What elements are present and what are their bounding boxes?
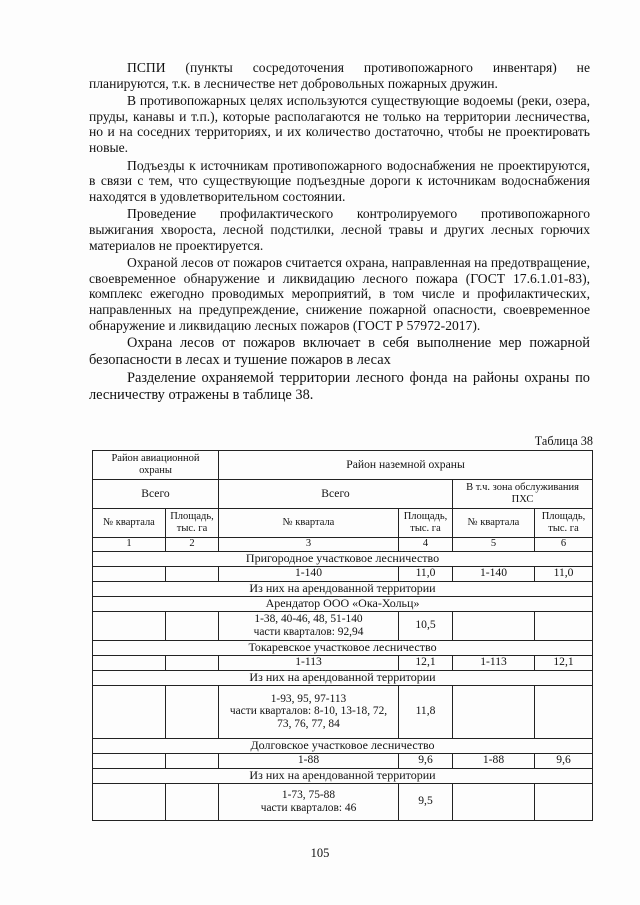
page-number: 105 [310,846,330,860]
section-row [93,738,593,753]
header-pxs-zone: В т.ч. зона обслуживания ПХС [453,480,593,509]
empty-cell [453,685,535,738]
header-area: Площадь, тыс. га [535,509,593,538]
rented-quarters-line: 1-93, 95, 97-113 [270,692,347,705]
empty-cell [166,611,219,640]
rented-quarters-line: части кварталов: 92,94 [253,625,364,638]
header-quarter: № квартала [219,509,399,538]
tenant-label: Арендатор ООО «Ока-Хольц» [93,596,593,611]
section-name: Токаревское участковое лесничество [93,640,593,655]
area-cell: 12,1 [535,655,593,670]
area-cell: 10,5 [399,611,453,640]
quarter-cell: 1-140 [453,566,535,581]
empty-cell [166,655,219,670]
rented-quarters-cell [219,783,399,820]
subsection-row [93,596,593,611]
table-row [93,566,593,581]
quarter-cell: 1-113 [219,655,399,670]
table-row [93,753,593,768]
paragraph: Охрана лесов от пожаров включает в себя выполнение мер пожарной безопасности в лесах и тушение пожаров в лесах [89,335,590,368]
quarter-cell: 1-140 [219,566,399,581]
header-total: Всего [219,480,453,509]
header-area: Площадь, тыс. га [399,509,453,538]
area-cell: 11,0 [535,566,593,581]
paragraph: Подъезды к источникам противопожарного водоснабжения не проектируются, в связи с тем, что существующие подъездные дороги к источникам водоснабжения находятся в удовлетворительном состоянии. [89,157,590,204]
empty-cell [93,753,166,768]
table-row [93,611,593,640]
table-row [93,783,593,820]
paragraph: Охраной лесов от пожаров считается охрана, направленная на предотвращение, своевременное обнаружение и ликвидацию лесного пожара (ГОСТ 17.6.1.01-83), комплекс ежегодно проводимых мероприятий, в том числе и профилактических, направленных на предупреждение, снижение пожарной опасности, своевременное обнаружение и ликвидацию лесных пожаров (ГОСТ Р 57972-2017). [89,255,590,333]
empty-cell [453,783,535,820]
header-row [93,451,593,480]
header-quarter: № квартала [93,509,166,538]
rented-territory-label: Из них на арендованной территории [93,768,593,783]
empty-cell [93,685,166,738]
column-number: 1 [93,538,166,552]
rented-territory-label: Из них на арендованной территории [93,581,593,596]
empty-cell [166,566,219,581]
subsection-row [93,670,593,685]
section-row [93,640,593,655]
rented-quarters-line: части кварталов: 46 [260,801,357,814]
section-row [93,551,593,566]
column-number: 6 [535,538,593,552]
table-row [93,655,593,670]
header-area: Площадь, тыс. га [166,509,219,538]
empty-cell [535,783,593,820]
quarter-cell: 1-113 [453,655,535,670]
rented-quarters-line: 1-73, 75-88 [281,789,336,801]
quarter-cell: 1-88 [219,753,399,768]
column-number: 3 [219,538,399,552]
rented-quarters-cell [219,611,399,640]
column-number: 5 [453,538,535,552]
empty-cell [166,685,219,738]
table-caption: Таблица 38 [534,434,593,448]
column-number-row [93,538,593,552]
empty-cell [535,611,593,640]
body-text [89,60,590,405]
rented-territory-label: Из них на арендованной территории [93,670,593,685]
area-cell: 9,6 [535,753,593,768]
empty-cell [93,611,166,640]
paragraph: Разделение охраняемой территории лесного фонда на районы охраны по лесничеству отражены в таблице 38. [89,370,590,403]
header-row [93,480,593,509]
area-cell: 9,5 [399,783,453,820]
empty-cell [166,753,219,768]
empty-cell [93,783,166,820]
quarter-cell: 1-88 [453,753,535,768]
area-cell: 11,8 [399,685,453,738]
rented-quarters-cell [219,685,399,738]
subsection-row [93,768,593,783]
header-quarter: № квартала [453,509,535,538]
empty-cell [93,566,166,581]
area-cell: 12,1 [399,655,453,670]
rented-quarters-line: 1-38, 40-46, 48, 51-140 [254,613,363,625]
header-row [93,509,593,538]
empty-cell [166,783,219,820]
section-name: Долговское участковое лесничество [93,738,593,753]
header-ground: Район наземной охраны [219,451,593,480]
subsection-row [93,581,593,596]
empty-cell [453,611,535,640]
column-number: 4 [399,538,453,552]
header-total: Всего [93,480,219,509]
column-number: 2 [166,538,219,552]
empty-cell [535,685,593,738]
header-aviation: Район авиационной охраны [93,451,219,480]
protection-areas-table [92,450,593,821]
section-name: Пригородное участковое лесничество [93,551,593,566]
table-row [93,685,593,738]
paragraph: В противопожарных целях используются существующие водоемы (реки, озера, пруды, канавы и т.п.), которые располагаются не только на территории лесничества, но и на соседних территориях, и их количество достаточно, чтобы не проектировать новые. [89,93,590,155]
empty-cell [93,655,166,670]
area-cell: 9,6 [399,753,453,768]
rented-quarters-line: части кварталов: 8-10, 13-18, 72, [229,705,388,718]
rented-quarters-line: 73, 76, 77, 84 [277,717,340,730]
area-cell: 11,0 [399,566,453,581]
paragraph: ПСПИ (пункты сосредоточения противопожарного инвентаря) не планируются, т.к. в лесничестве нет добровольных пожарных дружин. [89,60,590,91]
paragraph: Проведение профилактического контролируемого противопожарного выжигания хвороста, лесной подстилки, лесной травы и других лесных горючих материалов не проектируется. [89,206,590,253]
